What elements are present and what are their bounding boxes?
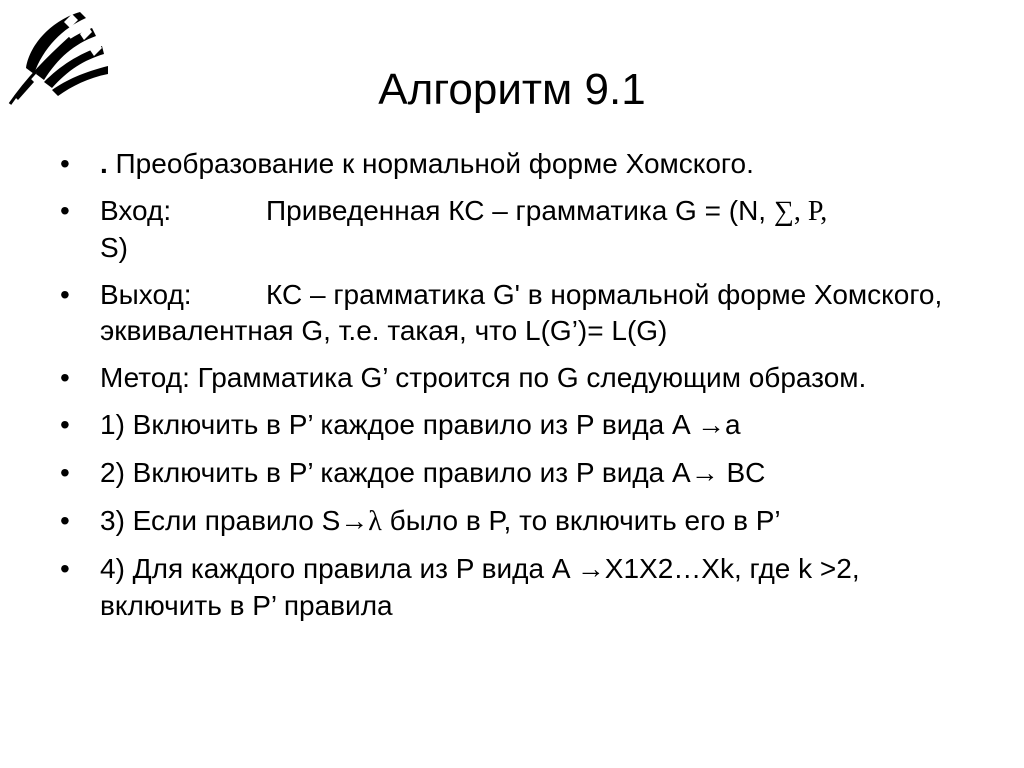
item-text-cont: S)	[100, 232, 128, 263]
item-text: Метод: Грамматика G’ строится по G следующим образом.	[100, 362, 867, 393]
bullet-marker: •	[60, 553, 70, 584]
list-item	[60, 360, 960, 396]
lambda-symbol: λ	[368, 506, 382, 537]
arrow-symbol: →	[340, 506, 369, 537]
list-item	[60, 455, 960, 492]
sigma-symbol: ∑	[773, 196, 794, 227]
item-text: X1X2…Xk, где k >2, включить в P’ правила	[100, 553, 860, 621]
item-text: BC	[718, 457, 766, 488]
item-text: Приведенная КС – грамматика G = (N,	[266, 195, 774, 226]
item-text: 1) Включить в P’ каждое правило из P вида A	[100, 409, 697, 440]
list-item	[60, 503, 960, 540]
separator: ,	[820, 196, 828, 227]
list-item	[60, 146, 960, 182]
item-text: a	[724, 409, 741, 440]
output-label: Выход:	[100, 279, 192, 310]
list-item	[60, 407, 960, 444]
bullet-marker: •	[60, 279, 70, 310]
lead-dot: .	[100, 148, 108, 179]
bullet-marker: •	[60, 148, 70, 179]
bullet-list	[60, 146, 960, 635]
arrow-symbol: →	[576, 554, 605, 585]
bullet-marker: •	[60, 409, 70, 440]
list-item	[60, 551, 960, 624]
item-text: 2) Включить в P’ каждое правило из P вида A	[100, 457, 691, 488]
bullet-marker: •	[60, 195, 70, 226]
bullet-marker: •	[60, 362, 70, 393]
list-item	[60, 277, 960, 349]
item-text: КС – грамматика G' в нормальной форме Хомского, эквивалентная G, т.е. такая, что L(G’)= L(G)	[100, 279, 943, 346]
item-text: 3) Если правило S	[100, 505, 341, 536]
bullet-marker: •	[60, 505, 70, 536]
arrow-symbol: →	[690, 458, 719, 489]
arrow-symbol: →	[696, 410, 725, 441]
bullet-marker: •	[60, 457, 70, 488]
separator: ,	[793, 196, 808, 227]
slide-title: Алгоритм 9.1	[378, 65, 646, 114]
item-text: было в P, то включить его в P’	[381, 505, 781, 536]
list-item	[60, 193, 960, 266]
input-label: Вход:	[100, 195, 172, 226]
item-text: 4) Для каждого правила из P вида A	[100, 553, 577, 584]
item-text: Преобразование к нормальной форме Хомского.	[107, 148, 754, 179]
p-symbol: P	[807, 196, 821, 227]
